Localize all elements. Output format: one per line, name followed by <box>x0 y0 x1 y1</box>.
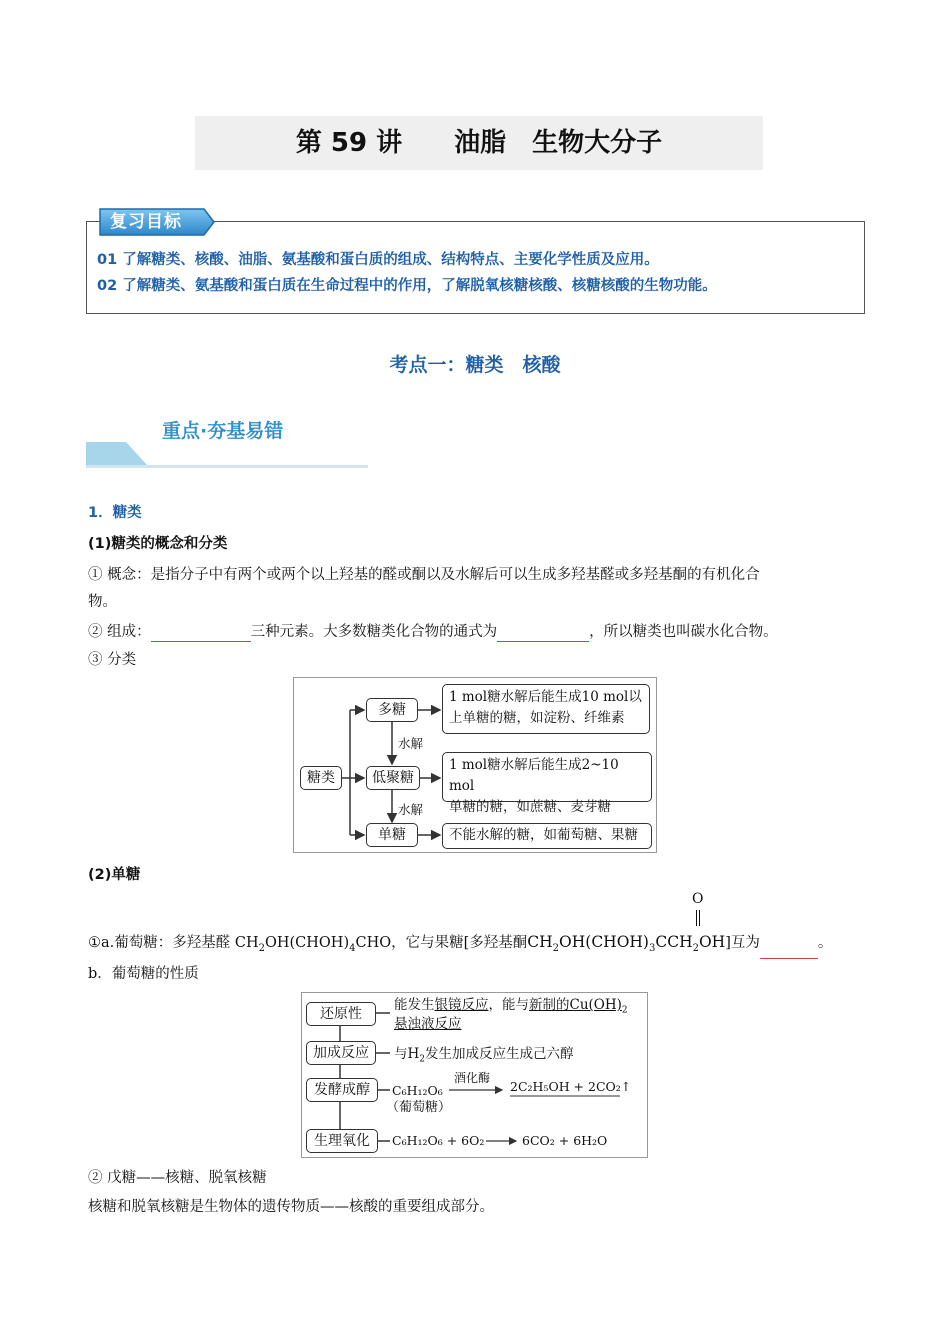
classification-diagram <box>293 677 657 853</box>
rd-1a: 能发生 <box>394 997 435 1013</box>
key-heading-banner <box>86 440 368 470</box>
pentose-heading: ② 戊糖——核糖、脱氧核糖 <box>88 1170 267 1186</box>
sub-3: 3 <box>648 943 656 955</box>
ferment-reactant: C₆H₁₂O₆ <box>392 1083 443 1098</box>
composition-prefix: ② 组成： <box>88 624 151 640</box>
heading-sugars: 1．糖类 <box>88 505 142 521</box>
fructose-part-4: OH <box>698 933 726 951</box>
ferment-note: （葡萄糖） <box>386 1100 452 1115</box>
node-reducing: 还原性 <box>306 1002 376 1026</box>
concept-text-line2: 物。 <box>88 594 117 610</box>
goal-tag-label: 复习目标 <box>110 212 182 232</box>
composition-line <box>88 622 778 642</box>
composition-blank-formula[interactable] <box>497 627 589 642</box>
fructose-part-3: CCH <box>655 933 693 951</box>
label-hydrolysis-2: 水解 <box>398 802 424 817</box>
desc-oligo-line2: 单糖的糖，如蔗糖、麦芽糖 <box>449 799 611 815</box>
composition-mid: 三种元素。大多数糖类化合物的通式为 <box>250 624 498 640</box>
glucose-end: 。 <box>817 935 833 951</box>
node-polysaccharide: 多糖 <box>366 698 418 722</box>
desc-poly-line1: 1 mol糖水解后能生成10 mol以 <box>449 689 642 705</box>
goal-item-1: 01 了解糖类、核酸、油脂、氨基酸和蛋白质的组成、结构特点、主要化学性质及应用。 <box>97 252 659 268</box>
rd-1c: ，能与 <box>488 997 529 1013</box>
glucose-suffix: ]互为 <box>725 935 760 951</box>
node-monosaccharide: 单糖 <box>366 823 418 847</box>
desc-monosaccharide: 不能水解的糖，如葡萄糖、果糖 <box>442 823 652 849</box>
glucose-properties-label: b．葡萄糖的性质 <box>88 966 199 982</box>
pentose-description: 核糖和脱氧核糖是生物体的遗传物质——核酸的重要组成部分。 <box>88 1199 494 1215</box>
glucose-line <box>88 932 832 959</box>
heading-monosaccharides: (2)单糖 <box>88 867 141 883</box>
fructose-part-2: OH(CHOH) <box>559 933 649 951</box>
ferment-catalyst: 酒化酶 <box>454 1071 491 1085</box>
sub-2b: 2 <box>552 943 560 955</box>
reducing-desc-line2: 悬浊液反应 <box>394 1016 462 1032</box>
ad-a: 与H <box>394 1046 420 1062</box>
sub-2a: 2 <box>258 942 265 954</box>
oxidation-eq-left: C₆H₁₂O₆ + 6O₂ <box>392 1133 485 1148</box>
heading-concept-classification: (1)糖类的概念和分类 <box>88 536 228 552</box>
node-oxidation: 生理氧化 <box>306 1129 378 1153</box>
desc-oligosaccharide <box>442 752 652 815</box>
rd-1d: 新制的Cu(OH) <box>529 997 622 1013</box>
ad-b: 发生加成反应生成己六醇 <box>425 1046 574 1062</box>
node-addition: 加成反应 <box>306 1041 376 1065</box>
glucose-prefix: ①a.葡萄糖：多羟基醛 CH <box>88 935 259 951</box>
node-oligosaccharide: 低聚糖 <box>366 766 420 790</box>
oxidation-eq-right: 6CO₂ + 6H₂O <box>522 1133 608 1148</box>
carbonyl-bond-2 <box>699 910 701 926</box>
sub-4: 4 <box>349 942 356 954</box>
label-hydrolysis-1: 水解 <box>398 736 424 751</box>
glucose-formula-end: CHO，它与果糖[多羟基酮 <box>355 935 528 951</box>
carbonyl-bond-1 <box>696 910 698 926</box>
page-title: 第 59 讲 油脂 生物大分子 <box>295 128 663 158</box>
sub-2c: 2 <box>692 943 699 955</box>
fructose-formula <box>527 933 726 955</box>
desc-oligo-line1: 1 mol糖水解后能生成2~10 mol <box>449 757 619 794</box>
section-title: 考点一：糖类 核酸 <box>389 354 561 376</box>
composition-blank-elements[interactable] <box>151 627 251 642</box>
desc-poly-line2: 上单糖的糖，如淀粉、纤维素 <box>449 710 625 726</box>
ferment-product: 2C₂H₅OH + 2CO₂↑ <box>510 1079 632 1094</box>
isomer-blank[interactable] <box>760 944 818 959</box>
composition-suffix: ，所以糖类也叫碳水化合物。 <box>589 624 778 640</box>
node-sugars: 糖类 <box>300 766 342 790</box>
desc-polysaccharide <box>442 684 650 734</box>
addition-desc <box>394 1045 574 1069</box>
glucose-properties-diagram <box>301 992 648 1158</box>
carbonyl-oxygen: O <box>692 891 704 907</box>
fructose-part-1: CH <box>527 933 553 951</box>
concept-text-line1: ① 概念：是指分子中有两个或两个以上羟基的醛或酮以及水解后可以生成多羟基醛或多羟基酮的有机化合 <box>88 567 760 583</box>
node-fermentation: 发酵成醇 <box>306 1078 378 1102</box>
glucose-formula-mid: OH(CHOH) <box>264 935 350 951</box>
rd-1b: 银镜反应 <box>434 997 489 1013</box>
key-heading: 重点·夯基易错 <box>162 420 284 442</box>
goal-item-2: 02 了解糖类、氨基酸和蛋白质在生命过程中的作用，了解脱氧核糖核酸、核糖核酸的生物功能。 <box>97 278 717 294</box>
classification-label: ③ 分类 <box>88 652 137 668</box>
rd-sub: 2 <box>621 1005 628 1016</box>
ad-sub: 2 <box>419 1054 426 1065</box>
